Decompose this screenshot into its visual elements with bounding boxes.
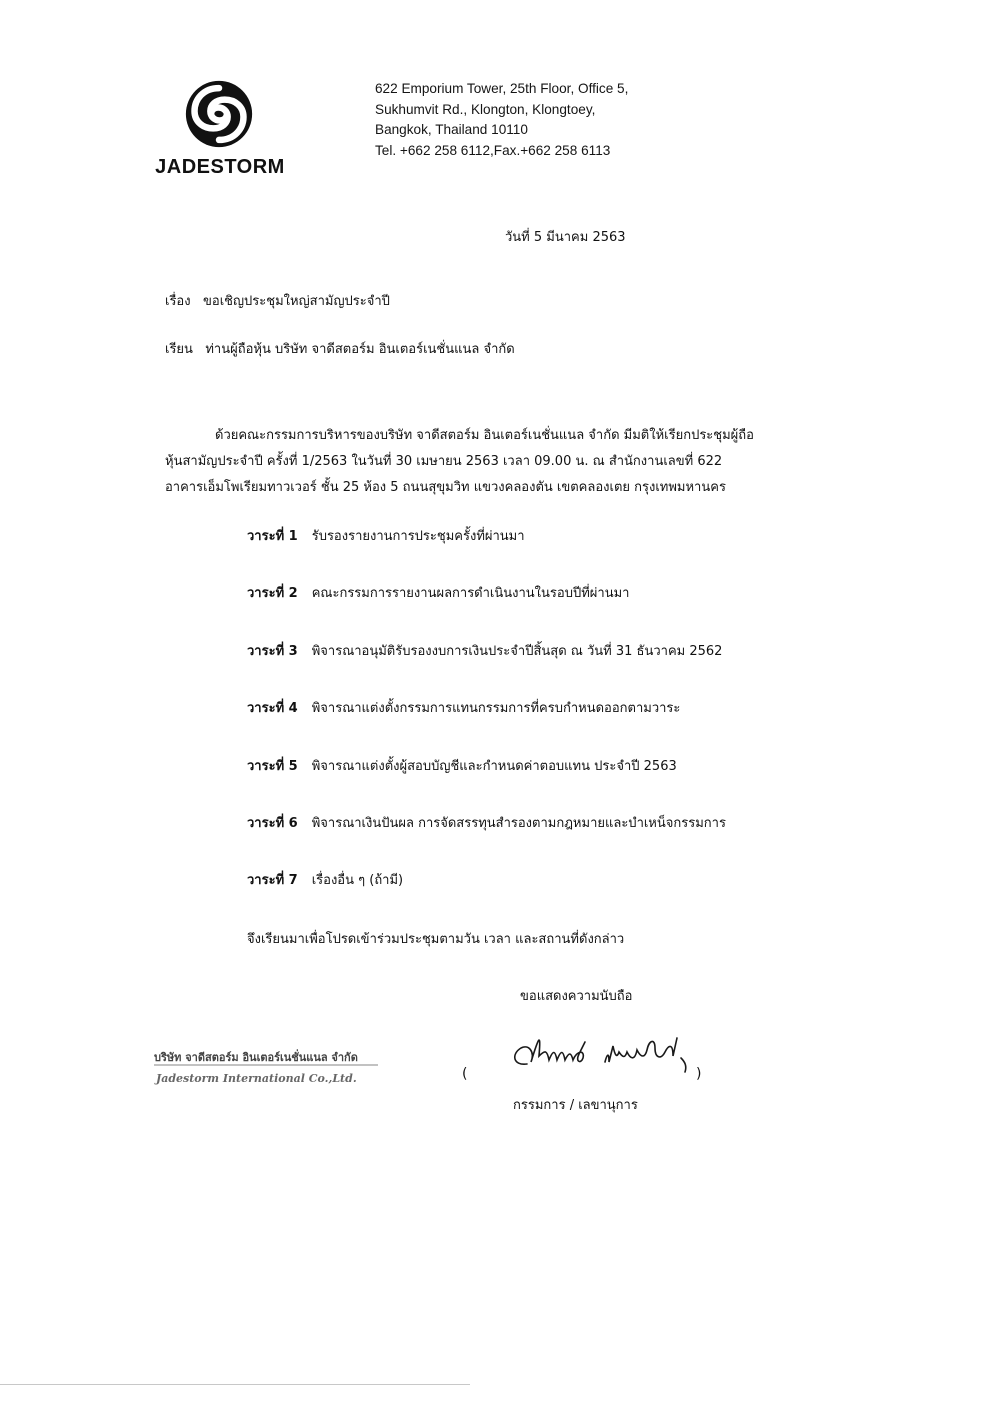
handwritten-signature	[505, 1028, 705, 1078]
agenda-label: วาระที่ 3	[247, 644, 298, 659]
agenda-label: วาระที่ 2	[247, 586, 298, 601]
letter-body	[165, 423, 845, 501]
subject-label: เรื่อง	[165, 294, 191, 309]
signature-close-paren: )	[696, 1066, 702, 1082]
letter-subject	[165, 290, 390, 311]
agenda-label: วาระที่ 4	[247, 701, 298, 716]
letter-date: วันที่ 5 มีนาคม 2563	[505, 230, 626, 245]
agenda-text: พิจารณาแต่งตั้งกรรมการแทนกรรมการที่ครบกำหนดออกตามวาระ	[311, 701, 681, 716]
stamp-line-2: Jadestorm International Co.,Ltd.	[156, 1072, 357, 1085]
subject-text: ขอเชิญประชุมใหญ่สามัญประจำปี	[203, 294, 390, 309]
agenda-text: พิจารณาเงินปันผล การจัดสรรทุนสำรองตามกฎหมายและบำเหน็จกรรมการ	[311, 816, 726, 831]
agenda-label: วาระที่ 6	[247, 816, 298, 831]
agenda-item-2	[247, 582, 629, 603]
letter-closing: จึงเรียนมาเพื่อโปรดเข้าร่วมประชุมตามวัน เวลา และสถานที่ดังกล่าว	[247, 932, 625, 947]
signer-title: กรรมการ / เลขานุการ	[513, 1098, 638, 1113]
signature-open-paren: (	[462, 1066, 468, 1082]
address-line: Sukhumvit Rd., Klongton, Klongtoey,	[375, 101, 596, 117]
agenda-label: วาระที่ 5	[247, 759, 298, 774]
agenda-item-7	[247, 869, 403, 890]
agenda-item-4	[247, 697, 680, 718]
body-line: ด้วยคณะกรรมการบริหารของบริษัท จาดีสตอร์ม อินเตอร์เนชั่นแนล จำกัด มีมติให้เรียกประชุมผู้ถือ	[215, 428, 754, 443]
company-logo	[150, 72, 290, 187]
jadestorm-swirl-icon	[183, 78, 255, 150]
agenda-text: พิจารณาแต่งตั้งผู้สอบบัญชีและกำหนดค่าตอบแทน ประจำปี 2563	[311, 759, 677, 774]
letter-regards: ขอแสดงความนับถือ	[520, 989, 633, 1004]
recipient-text: ท่านผู้ถือหุ้น บริษัท จาดีสตอร์ม อินเตอร์เนชั่นแนล จำกัด	[205, 342, 515, 357]
company-address	[375, 79, 628, 161]
agenda-label: วาระที่ 7	[247, 873, 298, 888]
company-logo-text: JADESTORM	[155, 156, 285, 178]
address-line: Bangkok, Thailand 10110	[375, 122, 528, 137]
agenda-text: พิจารณาอนุมัติรับรองงบการเงินประจำปีสิ้นสุด ณ วันที่ 31 ธันวาคม 2562	[311, 644, 723, 659]
agenda-item-1	[247, 525, 525, 546]
agenda-text: เรื่องอื่น ๆ (ถ้ามี)	[311, 873, 404, 888]
agenda-item-6	[247, 812, 726, 833]
body-line: หุ้นสามัญประจำปี ครั้งที่ 1/2563 ในวันที่ 30 เมษายน 2563 เวลา 09.00 น. ณ สำนักงานเลขที่ 622	[165, 454, 723, 469]
company-stamp	[152, 1046, 392, 1086]
agenda-label: วาระที่ 1	[247, 529, 298, 544]
page-bottom-rule	[0, 1384, 470, 1385]
agenda-text: คณะกรรมการรายงานผลการดำเนินงานในรอบปีที่ผ่านมา	[311, 586, 630, 601]
agenda-text: รับรองรายงานการประชุมครั้งที่ผ่านมา	[311, 529, 525, 544]
address-line: 622 Emporium Tower, 25th Floor, Office 5,	[375, 81, 629, 96]
address-line: Tel. +662 258 6112,Fax.+662 258 6113	[375, 142, 611, 158]
letter-recipient	[165, 338, 515, 359]
body-line: อาคารเอ็มโพเรียมทาวเวอร์ ชั้น 25 ห้อง 5 ถนนสุขุมวิท แขวงคลองตัน เขตคลองเตย กรุงเทพมหานคร	[165, 480, 726, 495]
stamp-line-1: บริษัท จาดีสตอร์ม อินเตอร์เนชั่นแนล จำกัด	[154, 1051, 358, 1064]
recipient-label: เรียน	[165, 342, 193, 357]
agenda-item-5	[247, 755, 677, 776]
agenda-item-3	[247, 640, 722, 661]
